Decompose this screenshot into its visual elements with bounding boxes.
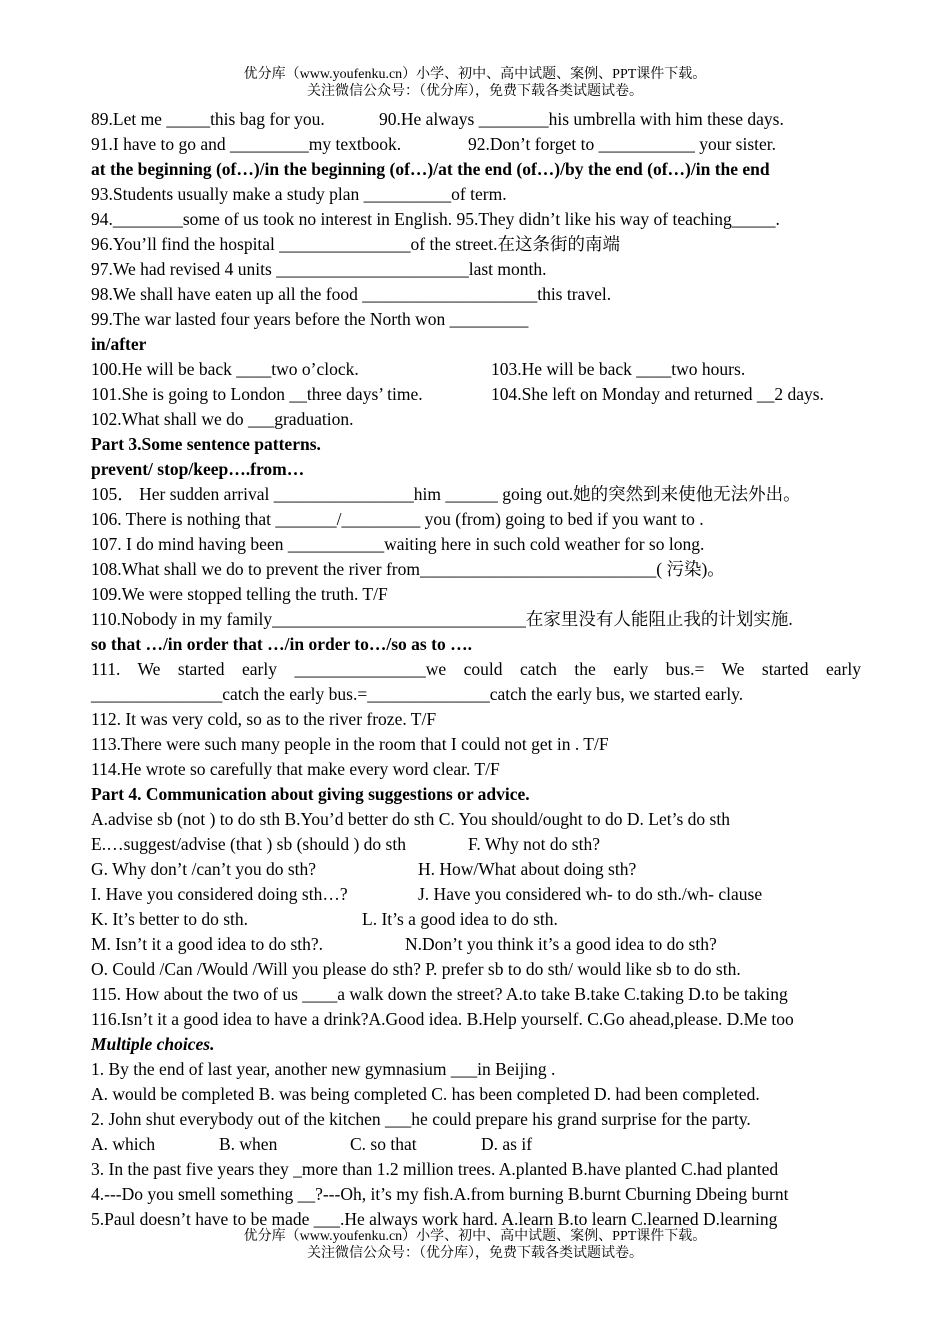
suggestion-pattern-a-d: A.advise sb (not ) to do sth B.You’d better do sth C. You should/ought to do D. Let’s do sth [91,809,730,829]
question-102: 102.What shall we do ___graduation. [91,409,354,429]
part-4-heading: Part 4. Communication about giving suggestions or advice. [91,784,530,804]
question-104: 104.She left on Monday and returned __2 days. [491,384,824,404]
question-90: 90.He always ________his umbrella with him these days. [379,109,784,129]
question-108: 108.What shall we do to prevent the river from___________________________( 污染)。 [91,559,725,579]
question-94-95: 94.________some of us took no interest in English. 95.They didn’t like his way of teaching_____. [91,209,780,229]
part-3-heading: Part 3.Some sentence patterns. [91,434,321,454]
multiple-choice-heading: Multiple choices. [91,1034,215,1054]
question-100: 100.He will be back ____two o’clock. [91,359,359,379]
suggestion-pattern-m: M. Isn’t it a good idea to do sth?. [91,934,324,954]
question-105: 105． Her sudden arrival ________________him ______ going out.她的突然到来使他无法外出。 [91,484,801,504]
suggestion-pattern-n: N.Don’t you think it’s a good idea to do sth? [405,934,717,954]
question-row [91,132,861,157]
suggestion-pattern-h: H. How/What about doing sth? [418,859,637,879]
mc-question-1: 1. By the end of last year, another new gymnasium ___in Beijing . [91,1059,556,1079]
question-101: 101.She is going to London __three days’ time. [91,384,423,404]
question-106: 106. There is nothing that _______/_________ you (from) going to bed if you want to . [91,509,704,529]
question-row [91,382,861,407]
header-line-1: 优分库（www.youfenku.cn）小学、初中、高中试题、案例、PPT课件下载。 [243,67,707,82]
question-111-line-1: 111. We started early _______________we could catch the early bus.= We started early [91,659,861,679]
question-91: 91.I have to go and _________my textbook. [91,134,402,154]
question-113: 113.There were such many people in the room that I could not get in . T/F [91,734,609,754]
question-103: 103.He will be back ____two hours. [491,359,746,379]
suggestion-pattern-g: G. Why don’t /can’t you do sth? [91,859,317,879]
suggestion-pattern-i: I. Have you considered doing sth…? [91,884,348,904]
question-111-line-2: _______________catch the early bus.=______________catch the early bus, we started early. [91,684,744,704]
section-heading-prevent: prevent/ stop/keep….from… [91,459,305,479]
question-114: 114.He wrote so carefully that make every word clear. T/F [91,759,500,779]
footer-line-2: 关注微信公众号：（优分库），免费下载各类试题试卷。 [307,1246,643,1261]
suggestion-row [91,907,861,932]
question-107: 107. I do mind having been ___________waiting here in such cold weather for so long. [91,534,705,554]
suggestion-row [91,932,861,957]
question-96: 96.You’ll find the hospital _______________of the street.在这条街的南端 [91,234,621,254]
section-heading-so-that: so that …/in order that …/in order to…/so as to …. [91,634,472,654]
suggestion-row [91,882,861,907]
mc-question-3: 3. In the past five years they _more than 1.2 million trees. A.planted B.have planted C.had planted [91,1159,779,1179]
question-115: 115. How about the two of us ____a walk down the street? A.to take B.take C.taking D.to be taking [91,984,788,1004]
question-97: 97.We had revised 4 units ______________________last month. [91,259,547,279]
page-footer [0,1228,950,1262]
question-row [91,357,861,382]
question-109: 109.We were stopped telling the truth. T/F [91,584,388,604]
header-line-2: 关注微信公众号：（优分库），免费下载各类试题试卷。 [307,84,643,99]
suggestion-pattern-k: K. It’s better to do sth. [91,909,248,929]
mc-2-option-a: A. which [91,1134,156,1154]
page-header [0,66,950,100]
mc-2-option-d: D. as if [481,1134,533,1154]
question-116: 116.Isn’t it a good idea to have a drink?A.Good idea. B.Help yourself. C.Go ahead,please. D.Me too [91,1009,794,1029]
suggestion-pattern-l: L. It’s a good idea to do sth. [362,909,558,929]
mc-question-2-options [91,1132,861,1157]
question-110: 110.Nobody in my family_____________________________在家里没有人能阻止我的计划实施. [91,609,793,629]
suggestion-pattern-o-p: O. Could /Can /Would /Will you please do sth? P. prefer sb to do sth/ would like sb to do sth. [91,959,741,979]
footer-line-1: 优分库（www.youfenku.cn）小学、初中、高中试题、案例、PPT课件下载。 [243,1229,707,1244]
suggestion-pattern-e: E.…suggest/advise (that ) sb (should ) do sth [91,834,406,854]
question-row [91,107,861,132]
mc-question-2: 2. John shut everybody out of the kitchen ___he could prepare his grand surprise for the party. [91,1109,751,1129]
worksheet-body [91,107,861,1232]
question-93: 93.Students usually make a study plan __________of term. [91,184,507,204]
question-98: 98.We shall have eaten up all the food ____________________this travel. [91,284,612,304]
question-89: 89.Let me _____this bag for you. [91,109,325,129]
mc-2-option-c: C. so that [350,1134,417,1154]
question-99: 99.The war lasted four years before the North won _________ [91,309,529,329]
section-heading-beginning-end: at the beginning (of…)/in the beginning (of…)/at the end (of…)/by the end (of…)/in the end [91,159,770,179]
mc-question-4: 4.---Do you smell something __?---Oh, it’s my fish.A.from burning B.burnt Cburning Dbeing burnt [91,1184,789,1204]
mc-question-5: 5.Paul doesn’t have to be made ___.He always work hard. A.learn B.to learn C.learned D.learning [91,1209,778,1229]
suggestion-row [91,832,861,857]
suggestion-row [91,857,861,882]
question-92: 92.Don’t forget to ___________ your sister. [468,134,777,154]
mc-2-option-b: B. when [219,1134,278,1154]
question-112: 112. It was very cold, so as to the river froze. T/F [91,709,437,729]
suggestion-pattern-j: J. Have you considered wh- to do sth./wh- clause [418,884,763,904]
section-heading-in-after: in/after [91,334,147,354]
suggestion-pattern-f: F. Why not do sth? [468,834,600,854]
mc-question-1-options: A. would be completed B. was being completed C. has been completed D. had been completed. [91,1084,760,1104]
